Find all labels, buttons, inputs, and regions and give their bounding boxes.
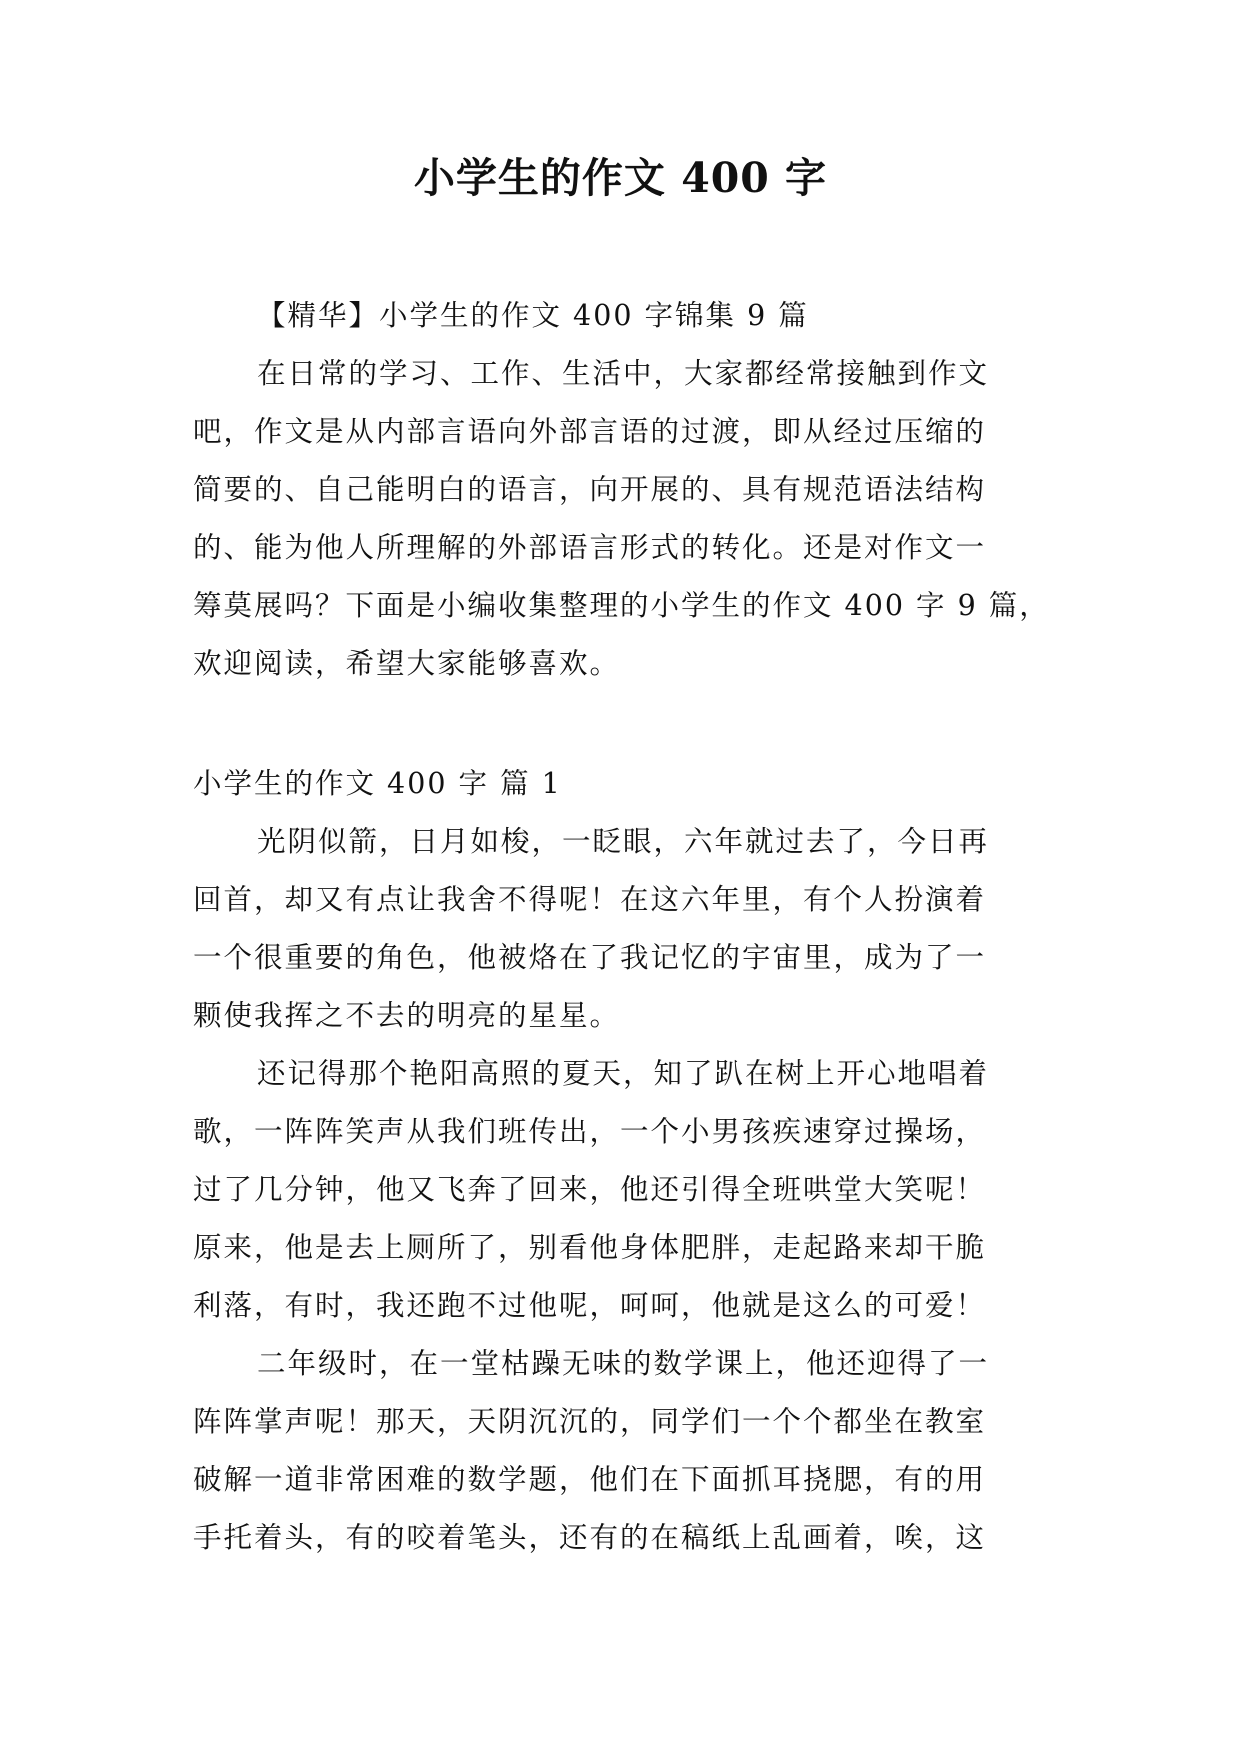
paragraph-line: 阵阵掌声呢！那天，天阴沉沉的，同学们一个个都坐在教室	[193, 1405, 987, 1438]
document-title: 小学生的作文 400 字	[413, 154, 828, 202]
paragraph-line: 原来，他是去上厕所了，别看他身体肥胖，走起路来却干脆	[193, 1231, 987, 1264]
intro-line: 的、能为他人所理解的外部语言形式的转化。还是对作文一	[193, 531, 987, 564]
section-heading: 小学生的作文 400 字 篇 1	[193, 767, 562, 800]
paragraph-line: 二年级时，在一堂枯躁无味的数学课上，他还迎得了一	[257, 1347, 990, 1380]
intro-line: 欢迎阅读，希望大家能够喜欢。	[193, 647, 621, 680]
paragraph-line: 光阴似箭，日月如梭，一眨眼，六年就过去了，今日再	[257, 825, 990, 858]
intro-section	[193, 287, 1063, 693]
paragraph-line: 还记得那个艳阳高照的夏天，知了趴在树上开心地唱着	[257, 1057, 990, 1090]
paragraph-line: 颗使我挥之不去的明亮的星星。	[193, 999, 621, 1032]
intro-line: 筹莫展吗？下面是小编收集整理的小学生的作文 400 字 9 篇，	[193, 589, 1050, 622]
document-subtitle: 【精华】小学生的作文 400 字锦集 9 篇	[257, 299, 809, 332]
paragraph-line: 一个很重要的角色，他被烙在了我记忆的宇宙里，成为了一	[193, 941, 987, 974]
paragraph-line: 回首，却又有点让我舍不得呢！在这六年里，有个人扮演着	[193, 883, 987, 916]
paragraph-line: 手托着头，有的咬着笔头，还有的在稿纸上乱画着，唉，这	[193, 1521, 987, 1554]
intro-line: 在日常的学习、工作、生活中，大家都经常接触到作文	[257, 357, 990, 390]
article-section	[193, 755, 1063, 1567]
intro-line: 简要的、自己能明白的语言，向开展的、具有规范语法结构	[193, 473, 987, 506]
paragraph-line: 歌，一阵阵笑声从我们班传出，一个小男孩疾速穿过操场，	[193, 1115, 987, 1148]
paragraph-line: 利落，有时，我还跑不过他呢，呵呵，他就是这么的可爱！	[193, 1289, 987, 1322]
paragraph-line: 过了几分钟，他又飞奔了回来，他还引得全班哄堂大笑呢！	[193, 1173, 987, 1206]
paragraph-line: 破解一道非常困难的数学题，他们在下面抓耳挠腮，有的用	[193, 1463, 987, 1496]
intro-line: 吧，作文是从内部言语向外部言语的过渡，即从经过压缩的	[193, 415, 987, 448]
